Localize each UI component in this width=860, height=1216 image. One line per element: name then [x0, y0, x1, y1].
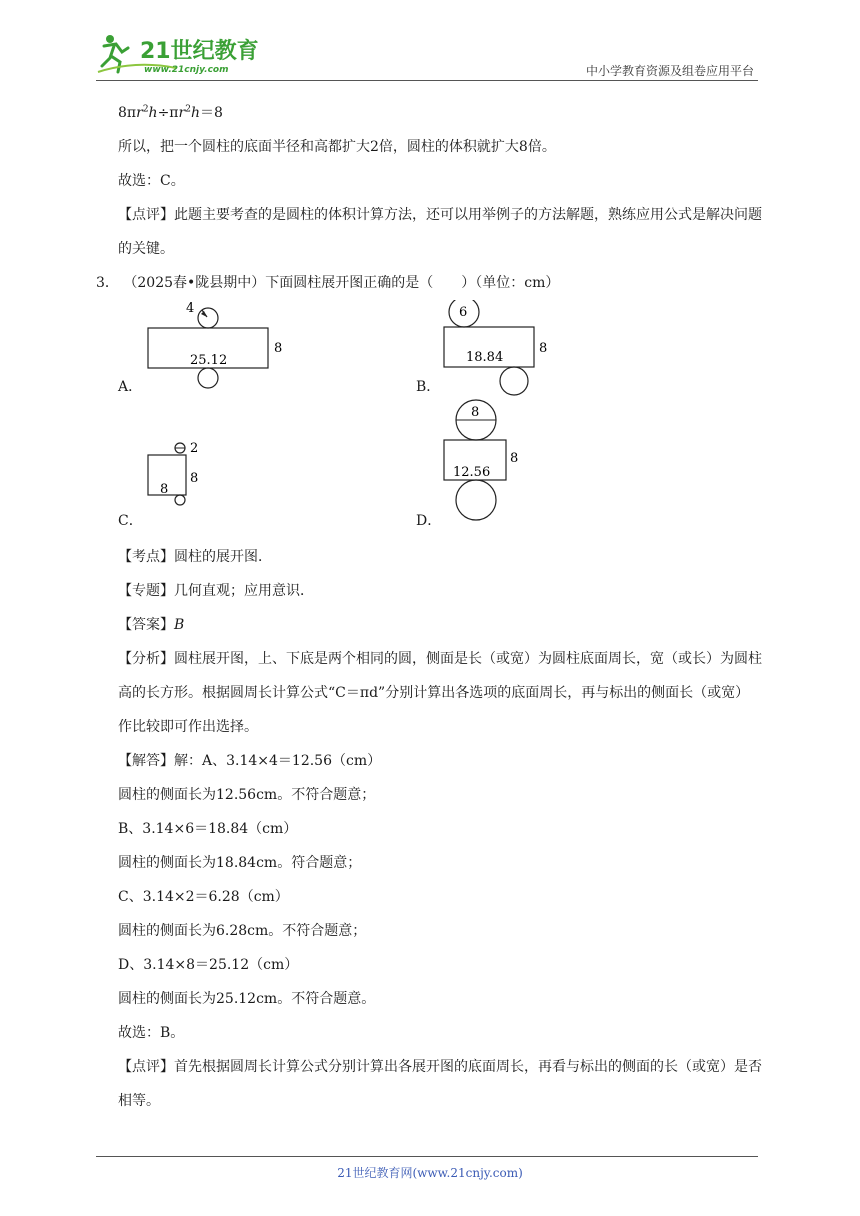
- footer-divider: [96, 1156, 758, 1157]
- review: 【点评】首先根据圆周长计算公式分别计算出各展开图的底面周长，再看与标出的侧面的长（或宽）是否相等。: [118, 1059, 762, 1109]
- figure-area: [118, 300, 763, 540]
- option-b-label: B．: [416, 379, 441, 395]
- solution-step: B、3.14×6＝18.84（cm）: [118, 821, 298, 837]
- solution-step: 圆柱的侧面长为12.56cm。不符合题意；: [118, 787, 376, 803]
- figure-c-height: 8: [190, 471, 199, 486]
- figure-d-side: 12.56: [453, 465, 491, 480]
- option-a-label: A．: [118, 379, 143, 395]
- conclusion-line: 所以，把一个圆柱的底面半径和高都扩大2倍，圆柱的体积就扩大8倍。: [118, 139, 556, 155]
- answer: 【答案】B: [118, 617, 185, 633]
- solution-step: D、3.14×8＝25.12（cm）: [118, 957, 299, 973]
- analysis: 【分析】圆柱展开图，上、下底是两个相同的圆，侧面是长（或宽）为圆柱底面周长，宽（或长）为圆柱高的长方形。根据圆周长计算公式“C＝πd”分别计算出各选项的底面周长，再与标出的侧面长（或宽）作比较即可作出选择。: [118, 651, 762, 735]
- platform-name: 中小学教育资源及组卷应用平台: [585, 64, 754, 78]
- solution-step: 【解答】解：A、3.14×4＝12.56（cm）: [118, 753, 382, 769]
- logo-url: www.21cnjy.com: [144, 65, 229, 75]
- header-divider: [96, 80, 758, 81]
- logo-title: 21世纪教育: [140, 39, 259, 64]
- figure-a: [144, 300, 294, 394]
- figure-d: [440, 396, 580, 528]
- figure-a-height: 8: [274, 341, 283, 356]
- main-content: [96, 96, 763, 1118]
- logo: [96, 32, 276, 76]
- question-3: 3． （2025春•陇县期中）下面圆柱展开图正确的是（ ）（单位：cm）: [96, 275, 560, 291]
- footer-link[interactable]: 21世纪教育网(www.21cnjy.com): [337, 1166, 523, 1180]
- prev-comment: 【点评】此题主要考查的是圆柱的体积计算方法，还可以用举例子的方法解题，熟练应用公式是解决问题的关键。: [118, 207, 762, 257]
- figure-b-height: 8: [539, 341, 548, 356]
- option-c-label: C．: [118, 513, 143, 529]
- figure-d-diameter: 8: [471, 405, 480, 420]
- solution-step: 圆柱的侧面长为18.84cm。符合题意；: [118, 855, 362, 871]
- figure-b: [440, 300, 580, 396]
- figure-b-diameter: 6: [459, 305, 468, 320]
- solution-step: 圆柱的侧面长为25.12cm。不符合题意。: [118, 991, 376, 1007]
- figure-d-height: 8: [510, 451, 519, 466]
- figure-c: [144, 440, 224, 520]
- zhuanti: 【专题】几何直观；应用意识．: [118, 583, 314, 599]
- solution-step: C、3.14×2＝6.28（cm）: [118, 889, 289, 905]
- solution-step: 圆柱的侧面长为6.28cm。不符合题意；: [118, 923, 367, 939]
- option-d-label: D．: [416, 513, 442, 529]
- page-header: [96, 26, 758, 82]
- prev-choice: 故选：C。: [118, 173, 185, 189]
- solution-choice: 故选：B。: [118, 1025, 185, 1041]
- formula-line: $8\pi r^2h\div\pi r^2h=8$: [118, 104, 223, 121]
- figure-b-side: 18.84: [466, 350, 504, 365]
- kaodian: 【考点】圆柱的展开图．: [118, 549, 272, 565]
- figure-a-radius: 4: [186, 301, 195, 316]
- figure-c-side: 8: [160, 482, 169, 497]
- figure-a-side: 25.12: [190, 353, 228, 368]
- figure-c-diameter: 2: [190, 441, 199, 456]
